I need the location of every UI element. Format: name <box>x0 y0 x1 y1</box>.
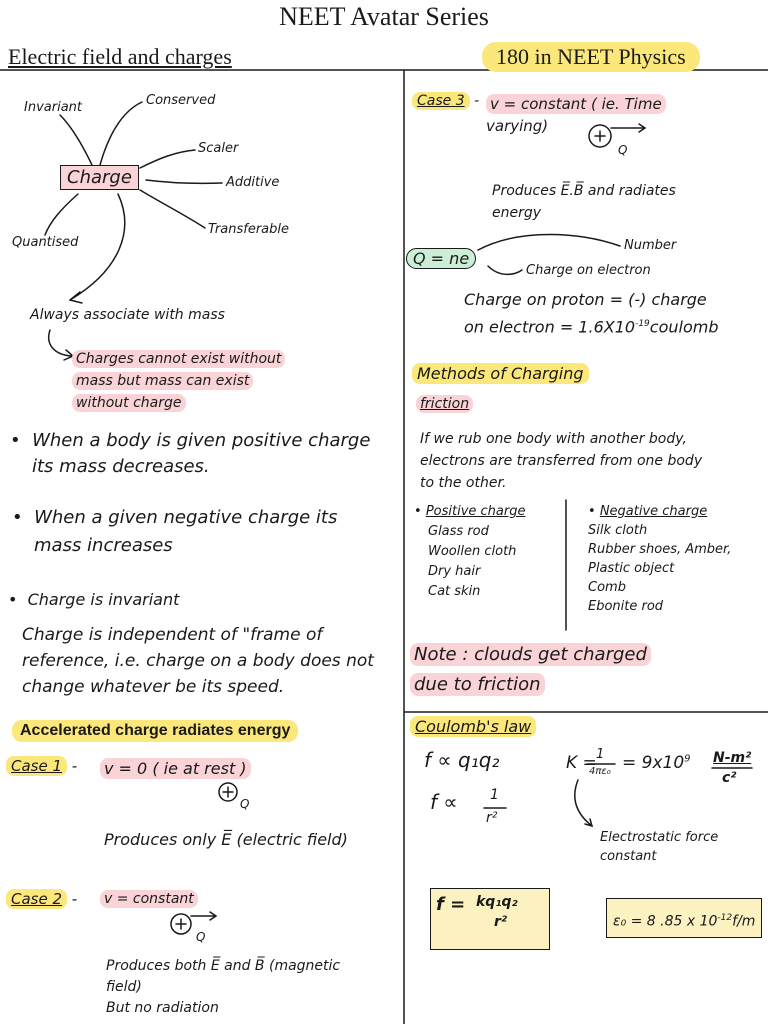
case3-condition: v = constant ( ie. Time varying) <box>486 93 666 137</box>
friction-text: If we rub one body with another body, electrons are transferred from one body to the other. <box>420 431 703 491</box>
coulomb-eq-product: f ∝ q₁q₂ <box>424 748 500 772</box>
arrow-k-caption <box>575 780 592 826</box>
negative-list: • Negative charge Silk cloth Rubber shoes, Amber, Plastic object Comb Ebonite rod <box>588 504 732 614</box>
k-eq-unit-den: c² <box>722 770 737 786</box>
case1-charge-label: Q <box>240 797 250 811</box>
boxed-force-lhs: f = <box>436 894 466 915</box>
positive-list: • Positive charge Glass rod Woollen cloth Dry hair Cat skin <box>414 504 526 599</box>
k-caption: Electrostatic force constant <box>600 830 719 864</box>
page-title: NEET Avatar Series <box>279 2 489 31</box>
arrow-mass-note <box>49 330 73 360</box>
coulomb-eq-inverse-den: r² <box>486 810 498 826</box>
prop-scaler: Scaler <box>198 141 239 156</box>
boxed-force-den: r² <box>494 914 508 930</box>
k-eq-den: 4πε₀ <box>589 766 611 777</box>
coulomb-heading: Coulomb's law <box>410 717 536 736</box>
case2-result: Produces both E̅ and B̅ (magnetic field) But no radiation <box>106 958 341 1016</box>
coulomb-eq-inverse-num: 1 <box>490 787 499 803</box>
spoke-scaler <box>140 150 195 168</box>
bullet-positive-charge: • When a body is given positive charge its mass decreases. <box>10 430 371 477</box>
case3-label: Case 3 - <box>412 93 479 109</box>
accel-heading: Accelerated charge radiates energy <box>12 720 298 742</box>
case3-charge-label: Q <box>618 143 628 157</box>
spoke-transferable <box>140 190 205 228</box>
q-number-label: Number <box>624 238 677 253</box>
bullet-negative-charge: • When a given negative charge its mass increases <box>12 507 338 556</box>
curve-number <box>478 235 620 251</box>
clouds-note: Note : clouds get charged due to friction <box>410 640 651 700</box>
k-eq-unit-num: N-m² <box>713 750 752 766</box>
spoke-quantised <box>45 194 78 235</box>
q-equation: Q = ne <box>406 249 476 268</box>
spoke-additive <box>146 180 222 183</box>
invariant-text: Charge is independent of "frame of reference, i.e. charge on a body does not change whatever be its speed. <box>22 625 374 697</box>
curve-electron <box>488 266 522 274</box>
bullet-invariant: • Charge is invariant <box>8 590 180 609</box>
proton-charge-text: Charge on proton = (-) charge on electron = $1.6X10^{-19}coulomb$ <box>464 290 719 337</box>
boxed-force-num: kq₁q₂ <box>476 894 518 910</box>
case1-result: Produces only E̅ (electric field) <box>104 830 348 849</box>
friction-heading: friction <box>416 396 473 412</box>
permittivity-box: ε₀ = 8 .85 x $10^{-12}f/m$ <box>606 898 762 938</box>
mass-line: Always associate with mass <box>30 307 225 323</box>
spoke-conserved <box>100 102 142 165</box>
coulomb-eq-inverse: f ∝ <box>430 790 458 814</box>
k-eq-num: 1 <box>596 747 605 762</box>
prop-transferable: Transferable <box>208 222 290 237</box>
prop-additive: Additive <box>226 175 280 190</box>
k-eq-value: = $9x10^9$ <box>622 753 691 773</box>
methods-heading: Methods of Charging <box>412 364 589 383</box>
case1-label: Case 1 - <box>6 757 77 775</box>
prop-invariant: Invariant <box>24 100 82 115</box>
case2-condition: v = constant <box>100 891 198 907</box>
prop-quantised: Quantised <box>12 235 79 250</box>
case1-condition: v = 0 ( ie at rest ) <box>100 759 251 778</box>
topic-title: Electric field and charges <box>8 44 232 69</box>
mass-note: Charges cannot exist without mass but mass can exist without charge <box>72 348 285 414</box>
case2-charge-label: Q <box>196 930 206 944</box>
case2-label: Case 2 - <box>6 890 77 908</box>
series-badge: 180 in NEET Physics <box>482 42 700 72</box>
mindmap-center-charge: Charge <box>60 165 139 190</box>
case3-result: Produces E̅.B̅ and radiates energy <box>492 183 676 221</box>
q-electron-label: Charge on electron <box>526 263 651 278</box>
k-eq-lhs: K = <box>566 753 597 773</box>
prop-conserved: Conserved <box>146 93 216 108</box>
spoke-invariant <box>60 115 92 165</box>
